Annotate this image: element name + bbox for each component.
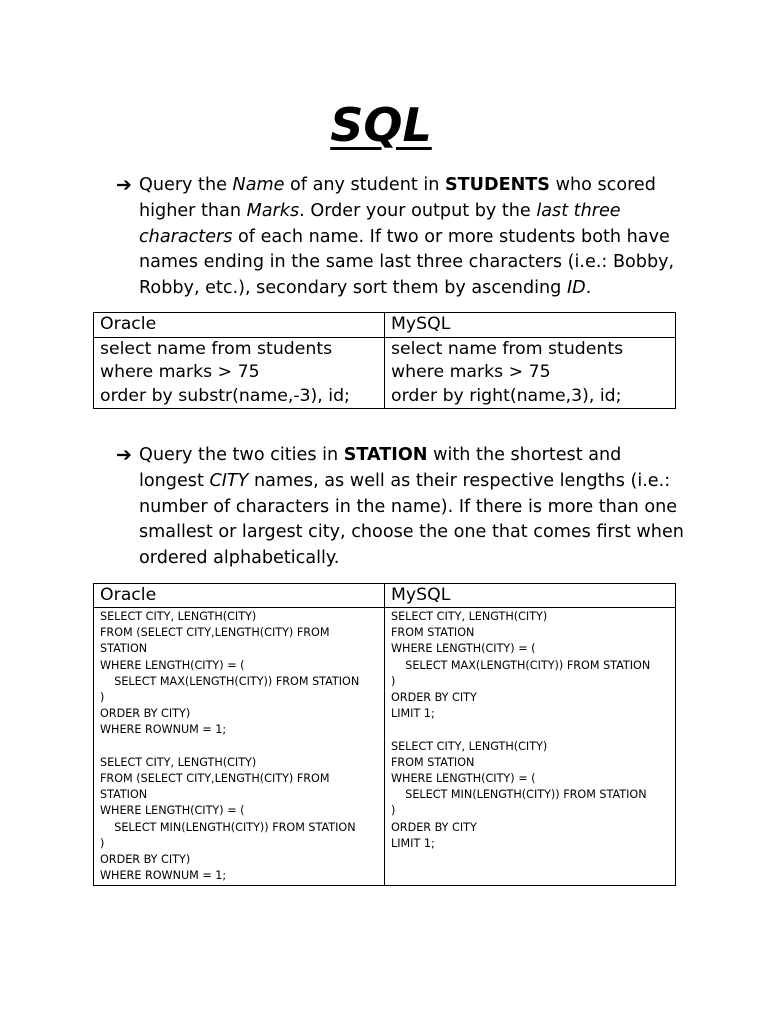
text-span: with the shortest and (427, 445, 622, 465)
code-line: SELECT MAX(LENGTH(CITY)) FROM STATION (391, 658, 651, 672)
text-span: of any student in (284, 175, 445, 195)
table-row (94, 337, 676, 409)
bold-term: STUDENTS (445, 175, 550, 195)
code-line: ORDER BY CITY) (100, 853, 191, 867)
text-span: names ending in the same last three characters (i.e.: Bobby, (139, 252, 675, 273)
oracle-code-cell (94, 337, 385, 409)
text-span: smallest or largest city, choose the one that comes first when (139, 522, 684, 543)
code-line: order by substr(name,-3), id; (100, 385, 350, 406)
text-span: of each name. If two or more students both have (232, 226, 670, 247)
page-title: SQL (330, 98, 432, 152)
code-line: WHERE LENGTH(CITY) = ( (100, 804, 245, 818)
code-line: ORDER BY CITY (391, 820, 477, 834)
italic-term: ID (566, 278, 586, 299)
code-line: order by right(name,3), id; (391, 385, 622, 406)
italic-term: last three (536, 200, 621, 221)
code-line (391, 722, 669, 738)
mysql-column-header: MySQL (385, 584, 676, 608)
query-2-table (93, 583, 676, 886)
question-2-text (139, 443, 684, 572)
text-line (139, 495, 684, 521)
text-line (139, 276, 674, 302)
text-line (139, 199, 674, 225)
code-line: SELECT CITY, LENGTH(CITY) (391, 610, 548, 623)
code-line: ) (100, 691, 105, 705)
text-span: . Order your output by the (299, 200, 537, 221)
code-line: SELECT MIN(LENGTH(CITY)) FROM STATION (100, 820, 356, 834)
code-line: ) (391, 804, 396, 818)
query-1-table (93, 312, 676, 409)
code-line: select name from students (100, 338, 333, 359)
code-line: SELECT CITY, LENGTH(CITY) (100, 610, 257, 623)
italic-term: CITY (209, 470, 249, 491)
code-line: WHERE LENGTH(CITY) = ( (391, 772, 536, 786)
table-header-row (94, 313, 676, 338)
text-span: names, as well as their respective lengths (i.e.: (248, 470, 671, 491)
text-line (139, 546, 684, 572)
oracle-column-header: Oracle (94, 584, 385, 608)
code-line: SELECT CITY, LENGTH(CITY) (100, 755, 257, 769)
code-line: ) (100, 836, 105, 850)
code-line: WHERE LENGTH(CITY) = ( (391, 642, 536, 656)
code-line (100, 739, 378, 755)
italic-term: characters (139, 226, 233, 247)
arrow-right-icon: ➔ (116, 444, 132, 466)
text-span: Query the (139, 175, 233, 195)
code-line: STATION (100, 642, 148, 656)
code-line: ) (391, 674, 396, 688)
text-span: ordered alphabetically. (139, 548, 340, 569)
oracle-column-header: Oracle (94, 313, 385, 338)
code-line: FROM (SELECT CITY,LENGTH(CITY) FROM (100, 626, 330, 640)
text-span: longest (139, 470, 210, 491)
bold-term: STATION (343, 445, 428, 465)
code-line: select name from students (391, 338, 624, 359)
code-line: FROM STATION (391, 755, 475, 769)
text-span: Robby, etc.), secondary sort them by ascending (139, 278, 567, 299)
text-span: number of characters in the name). If there is more than one (139, 496, 678, 517)
text-span: who scored (549, 175, 656, 195)
code-line: where marks > 75 (100, 362, 260, 382)
text-line (139, 225, 674, 251)
code-line: SELECT MIN(LENGTH(CITY)) FROM STATION (391, 788, 647, 802)
text-span: higher than (139, 200, 247, 221)
text-line (139, 520, 684, 546)
code-line: LIMIT 1; (391, 707, 435, 721)
code-line: WHERE ROWNUM = 1; (100, 723, 227, 737)
code-line: LIMIT 1; (391, 836, 435, 850)
code-line: where marks > 75 (391, 362, 551, 382)
code-line: SELECT MAX(LENGTH(CITY)) FROM STATION (100, 674, 360, 688)
code-line: FROM (SELECT CITY,LENGTH(CITY) FROM (100, 772, 330, 786)
italic-term: Marks (246, 200, 300, 221)
mysql-code-cell (385, 337, 676, 409)
code-line: FROM STATION (391, 626, 475, 640)
code-line: WHERE LENGTH(CITY) = ( (100, 658, 245, 672)
code-line: SELECT CITY, LENGTH(CITY) (391, 739, 548, 753)
arrow-right-icon: ➔ (116, 174, 132, 196)
text-line (139, 173, 674, 199)
text-line (139, 443, 684, 469)
text-span: . (585, 278, 592, 299)
mysql-column-header: MySQL (385, 313, 676, 338)
code-line: STATION (100, 788, 148, 802)
text-line (139, 250, 674, 276)
code-line: ORDER BY CITY (391, 691, 477, 705)
text-span: Query the two cities in (139, 445, 344, 465)
question-1-text (139, 173, 674, 302)
italic-term: Name (232, 175, 285, 195)
table-header-row (94, 584, 676, 608)
code-line: WHERE ROWNUM = 1; (100, 869, 227, 883)
oracle-code-cell (94, 608, 385, 886)
mysql-code-cell (385, 608, 676, 886)
code-line: ORDER BY CITY) (100, 707, 191, 721)
table-row (94, 608, 676, 886)
text-line (139, 469, 684, 495)
